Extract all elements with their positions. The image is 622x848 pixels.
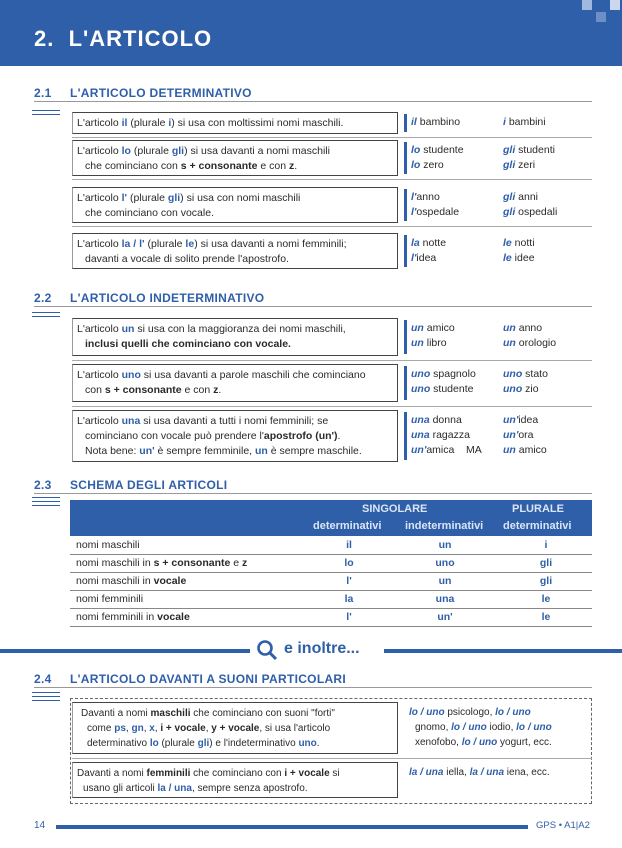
rule-box-uno: L'articolo uno si usa davanti a parole maschili che cominciano con s + consonante e con z. [72, 364, 398, 402]
accent-bar [404, 142, 407, 174]
rule-box-suoni-forti: Davanti a nomi maschili che cominciano con suoni "forti" come ps, gn, x, i + vocale, y + vocale, si usa l'articolo determinativo lo (plurale gli) e l'indeterminativo uno. [72, 702, 398, 754]
section-heading-2-3: 2.3 SCHEMA DEGLI ARTICOLI [34, 478, 228, 492]
table-row [70, 554, 592, 572]
divider [72, 360, 592, 361]
e-inoltre-banner [0, 636, 622, 664]
row-label: nomi femminili [70, 590, 308, 608]
table-row [70, 572, 592, 590]
divider [34, 493, 592, 494]
chapter-header [0, 0, 622, 66]
examples-singular: uno spagnolo uno studente [411, 368, 476, 395]
divider [34, 101, 592, 102]
examples-plural: un anno un orologio [503, 322, 557, 349]
decor-lines [32, 312, 60, 320]
table-row [70, 608, 592, 626]
decor-square [596, 12, 606, 22]
examples-plural: le notti le idee [503, 237, 535, 264]
examples-plural: un'idea un'ora un amico [503, 414, 547, 456]
magnifier-icon [256, 639, 278, 661]
cell-pl: le [500, 608, 592, 626]
row-label: nomi maschili [70, 536, 308, 554]
accent-bar [404, 189, 407, 221]
decor-square [582, 0, 592, 10]
cell-ind: un [390, 536, 500, 554]
accent-bar [404, 366, 407, 400]
rule-box-femminili: Davanti a nomi femminili che cominciano con i + vocale si usano gli articoli la / una, sempre senza apostrofo. [72, 762, 398, 798]
cell-ind: una [390, 590, 500, 608]
section-heading-2-2: 2.2 L'ARTICOLO INDETERMINATIVO [34, 291, 265, 305]
schema-table-header: SINGOLARE PLURALE determinativi indeterminativi determinativi [70, 500, 592, 536]
divider [72, 758, 592, 759]
e-inoltre-title: e inoltre... [284, 640, 360, 657]
rule-box-una: L'articolo una si usa davanti a tutti i nomi femminili; se cominciano con vocale può prendere l'apostrofo (un'). Nota bene: un' è sempre femminile, un è sempre maschile. [72, 410, 398, 462]
table-row [70, 590, 592, 608]
decor-lines [32, 692, 60, 704]
accent-bar [404, 114, 407, 132]
examples-plural: i bambini [503, 116, 546, 128]
cell-det: l' [308, 608, 390, 626]
cell-pl: gli [500, 572, 592, 590]
examples-plural: gli studenti gli zeri [503, 144, 555, 171]
page-number: 14 [34, 820, 46, 831]
rule-box-determinativo: L'articolo il (plurale i) si usa con moltissimi nomi maschili. [72, 112, 398, 134]
rule-box-determinativo: L'articolo l' (plurale gli) si usa con nomi maschili che cominciano con vocale. [72, 187, 398, 223]
examples-singular: l'anno l'ospedale [411, 191, 460, 218]
divider [34, 306, 592, 307]
section-heading-2-4: 2.4 L'ARTICOLO DAVANTI A SUONI PARTICOLARI [34, 672, 347, 686]
cell-ind: un [390, 572, 500, 590]
decor-bar [0, 649, 250, 653]
row-label: nomi maschili in vocale [70, 572, 308, 590]
cell-det: l' [308, 572, 390, 590]
table-row [70, 536, 592, 554]
divider [72, 406, 592, 407]
divider [72, 179, 592, 180]
decor-lines [32, 110, 60, 118]
page-footer [0, 818, 622, 838]
rule-box-un: L'articolo un si usa con la maggioranza dei nomi maschili, inclusi quelli che cominciano con vocale. [72, 318, 398, 356]
cell-det: il [308, 536, 390, 554]
examples-singular: il bambino [411, 116, 461, 128]
cell-det: la [308, 590, 390, 608]
footer-bar [56, 825, 528, 829]
chapter-title: 2. L'ARTICOLO [34, 26, 213, 51]
examples-suoni-forti: lo / uno psicologo, lo / uno gnomo, lo / uno iodio, lo / uno xenofobo, lo / uno yogurt, ecc. [409, 707, 552, 748]
accent-bar [404, 412, 407, 460]
divider [72, 137, 592, 138]
examples-femminili: la / una iella, la / una iena, ecc. [409, 767, 550, 778]
decor-square [610, 0, 620, 10]
examples-plural: gli anni gli ospedali [503, 191, 558, 218]
schema-table [70, 536, 592, 627]
examples-singular: la notte l'idea [411, 237, 447, 264]
footer-label: GPS • A1|A2 [536, 820, 590, 831]
cell-ind: uno [390, 554, 500, 572]
divider [34, 687, 592, 688]
examples-singular: lo studente lo zero [411, 144, 464, 171]
cell-pl: le [500, 590, 592, 608]
rule-box-determinativo: L'articolo la / l' (plurale le) si usa davanti a nomi femminili; davanti a vocale di solito prende l'apostrofo. [72, 233, 398, 269]
cell-det: lo [308, 554, 390, 572]
divider [72, 226, 592, 227]
examples-singular: una donna una ragazza un'amica MA [411, 414, 482, 456]
decor-bar [384, 649, 622, 653]
section-heading-2-1: 2.1 L'ARTICOLO DETERMINATIVO [34, 86, 252, 100]
examples-singular: un amico un libro [411, 322, 455, 349]
row-label: nomi femminili in vocale [70, 608, 308, 626]
accent-bar [404, 320, 407, 354]
examples-plural: uno stato uno zio [503, 368, 548, 395]
cell-pl: gli [500, 554, 592, 572]
rule-box-determinativo: L'articolo lo (plurale gli) si usa davanti a nomi maschili che cominciano con s + consonante e con z. [72, 140, 398, 176]
decor-lines [32, 497, 60, 509]
accent-bar [404, 235, 407, 267]
cell-pl: i [500, 536, 592, 554]
row-label: nomi maschili in s + consonante e z [70, 554, 308, 572]
cell-ind: un' [390, 608, 500, 626]
